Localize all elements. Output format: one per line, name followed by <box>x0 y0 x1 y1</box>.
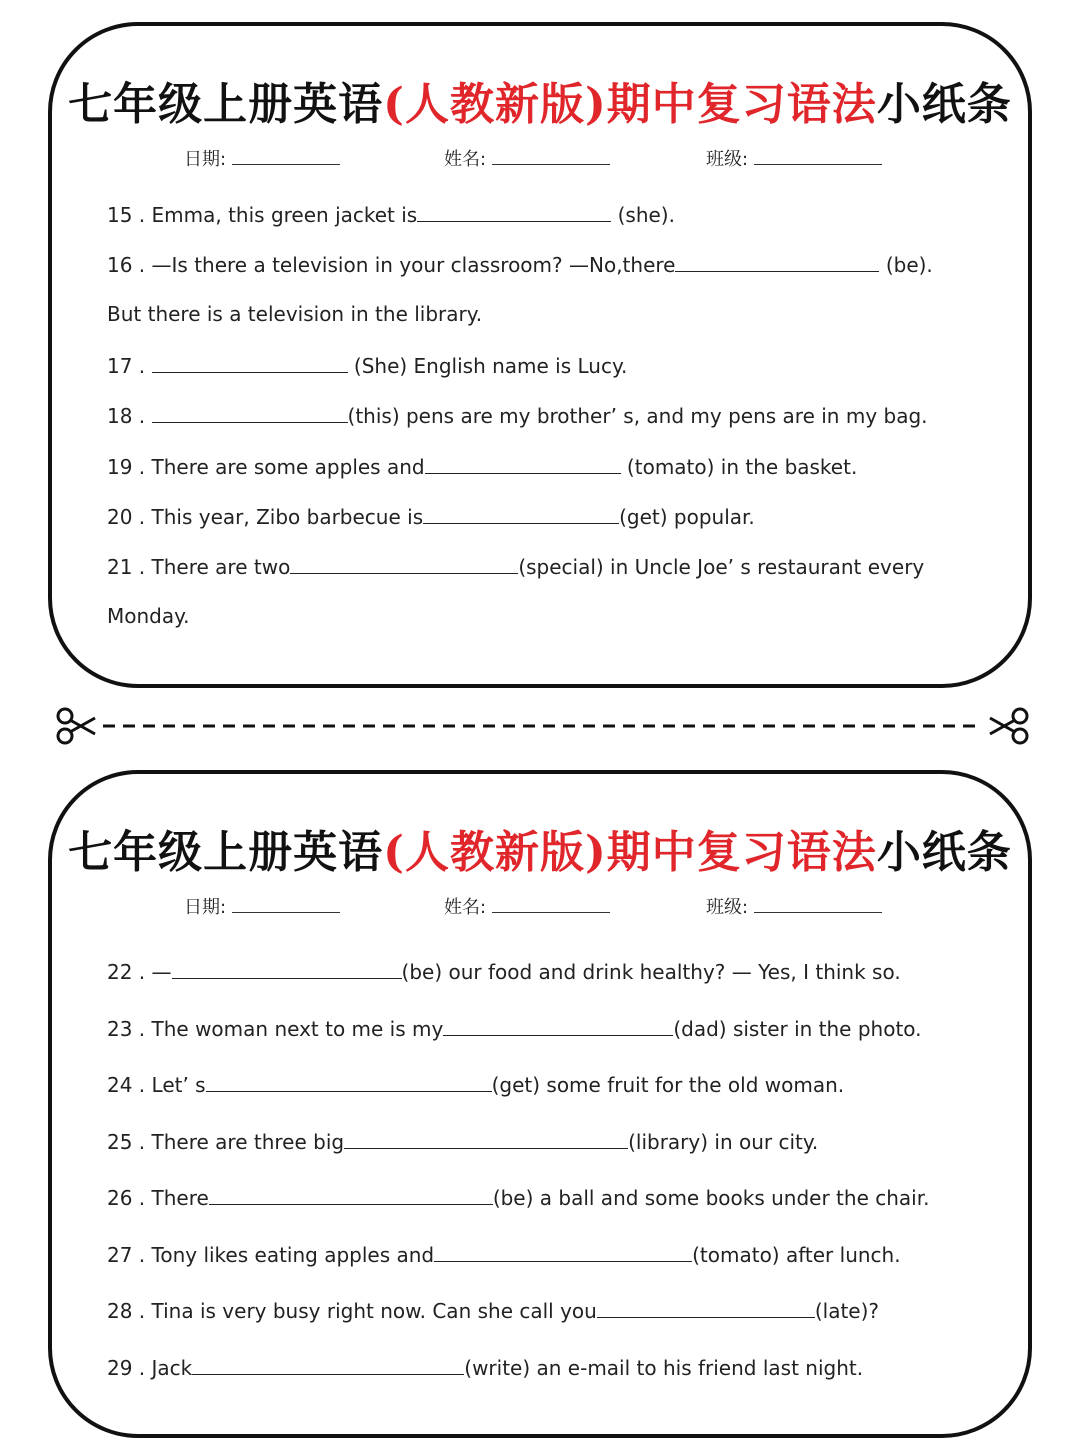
question-text: 17 . <box>107 354 152 378</box>
question-text: 27 . Tony likes eating apples and <box>107 1243 435 1267</box>
class-blank[interactable] <box>754 144 882 165</box>
card-title <box>52 816 1028 880</box>
info-row <box>52 892 1028 922</box>
question-15 <box>107 201 675 227</box>
question-hint: (be) our food and drink healthy? — Yes, I think so. <box>401 960 901 984</box>
question-hint: (be) a ball and some books under the chair. <box>492 1186 930 1210</box>
name-blank[interactable] <box>492 892 610 913</box>
name-label: 姓名: <box>444 897 487 918</box>
date-blank[interactable] <box>232 144 340 165</box>
question-hint: (get) some fruit for the old woman. <box>491 1073 845 1097</box>
answer-blank[interactable] <box>192 1354 464 1375</box>
question-text: 21 . There are two <box>107 555 291 579</box>
question-21-continued: Monday. <box>107 604 190 628</box>
question-19 <box>107 453 857 479</box>
question-hint: (special) in Uncle Joe’ s restaurant every <box>518 555 925 579</box>
question-hint: (she). <box>611 203 675 227</box>
question-20 <box>107 503 755 529</box>
question-16 <box>107 251 933 277</box>
question-21 <box>107 553 924 579</box>
class-field[interactable] <box>706 144 882 171</box>
question-text: 22 . — <box>107 960 172 984</box>
question-text: 24 . Let’ s <box>107 1073 206 1097</box>
worksheet-card-1 <box>48 22 1032 688</box>
question-text: 25 . There are three big <box>107 1130 345 1154</box>
question-29 <box>107 1354 863 1380</box>
title-suffix: 小纸条 <box>876 827 1012 878</box>
name-blank[interactable] <box>492 144 610 165</box>
answer-blank[interactable] <box>425 453 621 474</box>
answer-blank[interactable] <box>417 201 611 222</box>
info-row <box>52 144 1028 174</box>
question-text: 28 . Tina is very busy right now. Can she call you <box>107 1299 597 1323</box>
question-text: 15 . Emma, this green jacket is <box>107 203 418 227</box>
answer-blank[interactable] <box>152 402 348 423</box>
question-text: 23 . The woman next to me is my <box>107 1017 444 1041</box>
title-edition: (人教新版)期中复习语法 <box>383 79 877 130</box>
question-hint: (library) in our city. <box>628 1130 819 1154</box>
name-label: 姓名: <box>444 149 487 170</box>
date-label: 日期: <box>184 897 227 918</box>
answer-blank[interactable] <box>675 251 879 272</box>
question-text: 18 . <box>107 404 152 428</box>
question-hint: (dad) sister in the photo. <box>673 1017 922 1041</box>
question-text: 19 . There are some apples and <box>107 455 425 479</box>
question-text: 16 . —Is there a television in your classroom? —No,there <box>107 253 676 277</box>
cut-line <box>55 704 1030 748</box>
answer-blank[interactable] <box>290 553 518 574</box>
question-17 <box>107 352 627 378</box>
worksheet-card-2 <box>48 770 1032 1438</box>
answer-blank[interactable] <box>152 352 348 373</box>
answer-blank[interactable] <box>206 1071 492 1092</box>
question-22 <box>107 958 901 984</box>
question-hint: (tomato) after lunch. <box>692 1243 901 1267</box>
title-grade: 七年级上册英语 <box>68 827 384 878</box>
class-blank[interactable] <box>754 892 882 913</box>
date-field[interactable] <box>184 144 340 171</box>
scissors-icon <box>58 709 95 743</box>
answer-blank[interactable] <box>423 503 619 524</box>
answer-blank[interactable] <box>172 958 402 979</box>
card-title <box>52 68 1028 132</box>
title-grade: 七年级上册英语 <box>68 79 384 130</box>
scissors-icon <box>990 709 1027 743</box>
question-24 <box>107 1071 844 1097</box>
question-hint: (She) English name is Lucy. <box>347 354 628 378</box>
answer-blank[interactable] <box>597 1297 815 1318</box>
date-field[interactable] <box>184 892 340 919</box>
answer-blank[interactable] <box>434 1241 692 1262</box>
question-text: 26 . There <box>107 1186 209 1210</box>
question-hint: (late)? <box>814 1299 880 1323</box>
question-hint: (tomato) in the basket. <box>620 455 858 479</box>
answer-blank[interactable] <box>209 1184 493 1205</box>
name-field[interactable] <box>444 892 610 919</box>
question-text: 29 . Jack <box>107 1356 193 1380</box>
question-hint: (be). <box>879 253 933 277</box>
question-26 <box>107 1184 929 1210</box>
name-field[interactable] <box>444 144 610 171</box>
question-25 <box>107 1128 818 1154</box>
class-field[interactable] <box>706 892 882 919</box>
question-23 <box>107 1015 922 1041</box>
question-27 <box>107 1241 901 1267</box>
date-label: 日期: <box>184 149 227 170</box>
question-hint: (this) pens are my brother’ s, and my pens are in my bag. <box>347 404 928 428</box>
date-blank[interactable] <box>232 892 340 913</box>
question-18 <box>107 402 928 428</box>
question-hint: (write) an e-mail to his friend last night. <box>464 1356 864 1380</box>
title-edition: (人教新版)期中复习语法 <box>383 827 877 878</box>
title-suffix: 小纸条 <box>876 79 1012 130</box>
answer-blank[interactable] <box>443 1015 673 1036</box>
question-28 <box>107 1297 879 1323</box>
question-16-continued: But there is a television in the library. <box>107 302 483 326</box>
answer-blank[interactable] <box>344 1128 628 1149</box>
class-label: 班级: <box>706 897 749 918</box>
class-label: 班级: <box>706 149 749 170</box>
question-hint: (get) popular. <box>619 505 755 529</box>
question-text: 20 . This year, Zibo barbecue is <box>107 505 424 529</box>
